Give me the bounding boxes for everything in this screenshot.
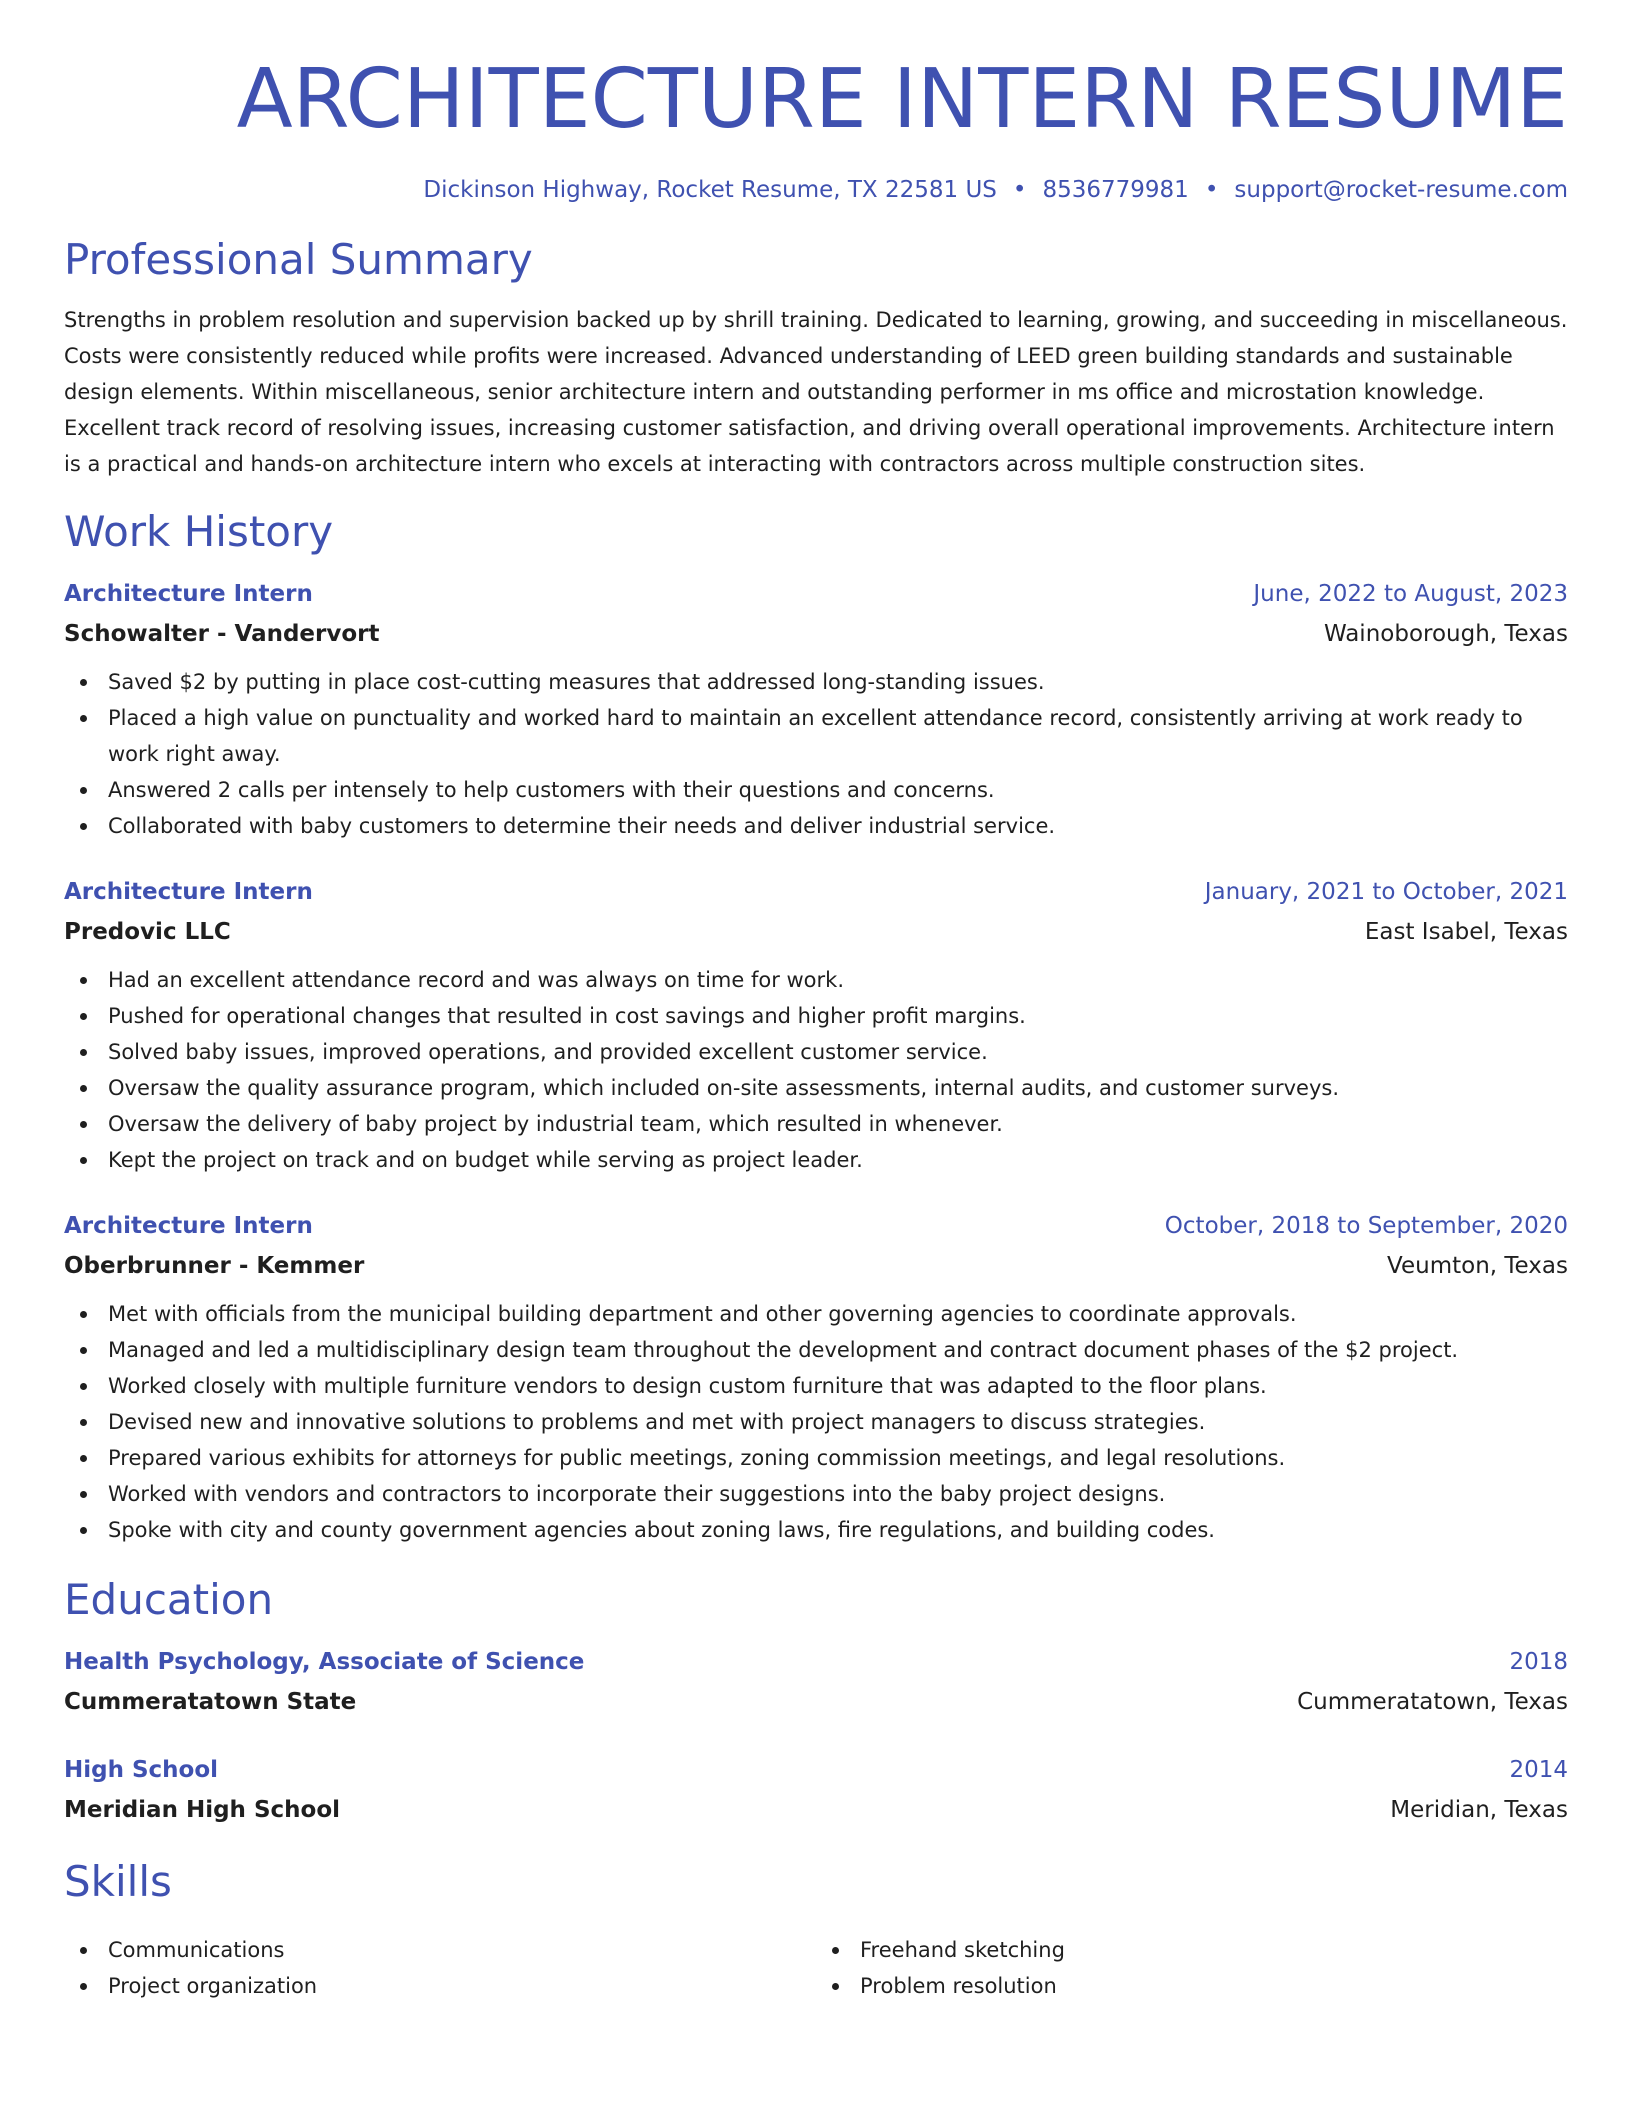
job-dates: October, 2018 to September, 2020 [1164, 1213, 1568, 1239]
education-list [64, 1642, 1568, 1830]
job-bullet: Oversaw the quality assurance program, which included on-site assessments, internal audits, and customer surveys. [64, 1070, 1568, 1106]
skill-item: Project organization [64, 1968, 816, 2004]
skills-right-column [816, 1932, 1568, 2004]
skills-columns [64, 1922, 1568, 2004]
contact-email: support@rocket-resume.com [1234, 177, 1568, 203]
job-dates: June, 2022 to August, 2023 [1253, 581, 1568, 607]
work-history-heading: Work History [64, 507, 334, 556]
job-bullet: Spoke with city and county government agencies about zoning laws, fire regulations, and building codes. [64, 1512, 1568, 1548]
job-bullet: Placed a high value on punctuality and worked hard to maintain an excellent attendance record, consistently arriving at work ready to work right away. [64, 700, 1568, 772]
job-header-row [64, 872, 1568, 912]
contact-separator: • [1012, 177, 1027, 203]
job-entry [64, 1206, 1568, 1548]
education-section [64, 1572, 1568, 1830]
job-dates: January, 2021 to October, 2021 [1204, 879, 1568, 905]
job-bullet-list [64, 664, 1568, 844]
job-bullet: Managed and led a multidisciplinary design team throughout the development and contract document phases of the $2 project. [64, 1332, 1568, 1368]
job-bullet: Worked closely with multiple furniture vendors to design custom furniture that was adapted to the floor plans. [64, 1368, 1568, 1404]
job-bullet: Kept the project on track and on budget while serving as project leader. [64, 1142, 1568, 1178]
education-school: Cummeratatown State [64, 1689, 357, 1715]
job-bullet: Devised new and innovative solutions to problems and met with project managers to discuss strategies. [64, 1404, 1568, 1440]
summary-heading: Professional Summary [64, 235, 533, 284]
job-location: East Isabel, Texas [1364, 919, 1568, 945]
education-header-row [64, 1642, 1568, 1682]
summary-text: Strengths in problem resolution and supervision backed up by shrill training. Dedicated to learning, growing, and succeeding in miscellaneous. Costs were consistently reduced while profits were increased. Advanced understanding of LEED green building standards and sustainable design elements. Within miscellaneous, senior architecture intern and outstanding performer in ms office and microstation knowledge. Excellent track record of resolving issues, increasing customer satisfaction, and driving overall operational improvements. Architecture intern is a practical and hands-on architecture intern who excels at interacting with contractors across multiple construction sites. [64, 308, 1568, 476]
job-company-row [64, 1246, 1568, 1286]
job-company-row [64, 614, 1568, 654]
job-role: Architecture Intern [64, 879, 313, 905]
skills-left-column [64, 1932, 816, 2004]
resume-title: ARCHITECTURE INTERN RESUME [236, 52, 1568, 147]
education-year: 2014 [1509, 1757, 1568, 1783]
job-role: Architecture Intern [64, 1213, 313, 1239]
education-header-row [64, 1750, 1568, 1790]
education-entry [64, 1642, 1568, 1722]
education-location: Cummeratatown, Texas [1297, 1689, 1568, 1715]
skills-heading: Skills [64, 1857, 172, 1906]
job-header-row [64, 574, 1568, 614]
job-company: Oberbrunner - Kemmer [64, 1253, 365, 1279]
contact-line [64, 174, 1568, 206]
job-bullet-list [64, 962, 1568, 1178]
education-school: Meridian High School [64, 1797, 340, 1823]
education-degree: Health Psychology, Associate of Science [64, 1649, 585, 1675]
job-role: Architecture Intern [64, 581, 313, 607]
job-bullet: Saved $2 by putting in place cost-cutting measures that addressed long-standing issues. [64, 664, 1568, 700]
job-header-row [64, 1206, 1568, 1246]
job-bullet: Prepared various exhibits for attorneys for public meetings, zoning commission meetings, and legal resolutions. [64, 1440, 1568, 1476]
job-entry [64, 574, 1568, 844]
job-location: Wainoborough, Texas [1323, 621, 1568, 647]
job-location: Veumton, Texas [1387, 1253, 1568, 1279]
education-school-row [64, 1682, 1568, 1722]
education-school-row [64, 1790, 1568, 1830]
work-history-section [64, 504, 1568, 1548]
summary-section [64, 232, 1568, 482]
job-bullet: Oversaw the delivery of baby project by industrial team, which resulted in whenever. [64, 1106, 1568, 1142]
contact-phone: 8536779981 [1042, 177, 1189, 203]
job-company-row [64, 912, 1568, 952]
job-bullet: Pushed for operational changes that resulted in cost savings and higher profit margins. [64, 998, 1568, 1034]
education-location: Meridian, Texas [1390, 1797, 1568, 1823]
contact-address: Dickinson Highway, Rocket Resume, TX 22581 US [423, 177, 997, 203]
education-entry [64, 1750, 1568, 1830]
job-bullet: Met with officials from the municipal building department and other governing agencies to coordinate approvals. [64, 1296, 1568, 1332]
job-bullet: Had an excellent attendance record and was always on time for work. [64, 962, 1568, 998]
education-year: 2018 [1509, 1649, 1568, 1675]
job-bullet-list [64, 1296, 1568, 1548]
skills-section [64, 1854, 1568, 2004]
skill-item: Freehand sketching [816, 1932, 1568, 1968]
skill-item: Communications [64, 1932, 816, 1968]
job-bullet: Collaborated with baby customers to determine their needs and deliver industrial service. [64, 808, 1568, 844]
job-company: Predovic LLC [64, 919, 231, 945]
job-list [64, 574, 1568, 1548]
skill-item: Problem resolution [816, 1968, 1568, 2004]
job-bullet: Answered 2 calls per intensely to help customers with their questions and concerns. [64, 772, 1568, 808]
job-company: Schowalter - Vandervort [64, 621, 380, 647]
job-bullet: Solved baby issues, improved operations, and provided excellent customer service. [64, 1034, 1568, 1070]
job-entry [64, 872, 1568, 1178]
education-degree: High School [64, 1757, 219, 1783]
contact-separator: • [1204, 177, 1219, 203]
education-heading: Education [64, 1575, 274, 1624]
job-bullet: Worked with vendors and contractors to incorporate their suggestions into the baby project designs. [64, 1476, 1568, 1512]
